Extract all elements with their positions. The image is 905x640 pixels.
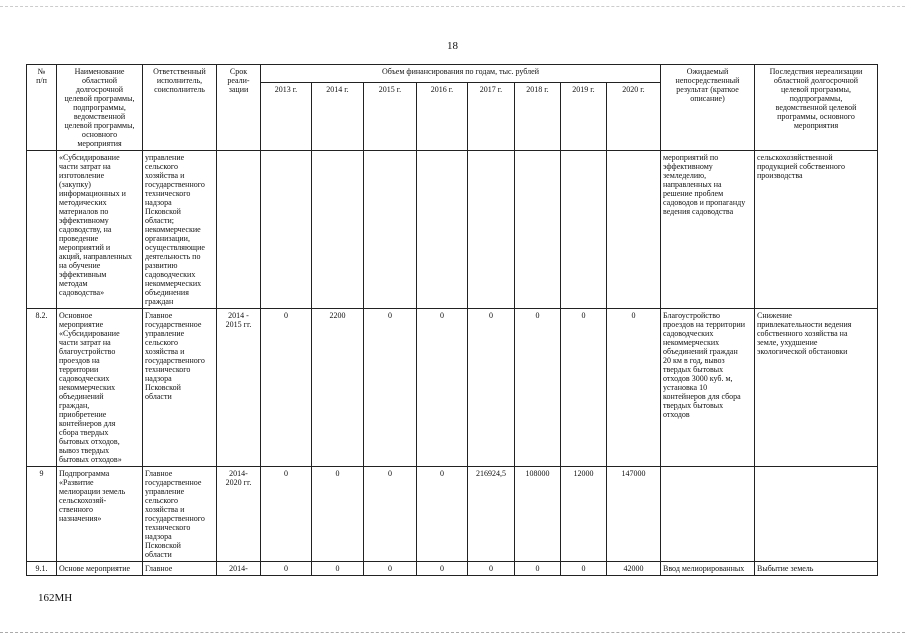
row-value: 0 [312, 562, 364, 576]
program-table [26, 64, 878, 576]
row-term [217, 151, 261, 309]
table-row [27, 151, 878, 309]
page-number: 18 [447, 40, 458, 52]
row-no: 9 [27, 467, 57, 562]
row-consequences: Снижение привлекательности ведения собственного хозяйства на земле, ухудшение экологической обстановки [755, 309, 878, 467]
row-no: 9.1. [27, 562, 57, 576]
header-result: Ожидаемый непосредственный результат (краткое описание) [661, 65, 755, 151]
header-funding: Объем финансирования по годам, тыс. рублей [261, 65, 661, 83]
row-executor: Главное [143, 562, 217, 576]
row-term: 2014- [217, 562, 261, 576]
row-value: 0 [261, 309, 312, 467]
row-no: 8.2. [27, 309, 57, 467]
table-row [27, 467, 878, 562]
row-value: 0 [468, 562, 515, 576]
row-value [312, 151, 364, 309]
header-term: Срок реали- зации [217, 65, 261, 151]
row-value: 0 [364, 562, 417, 576]
row-name: «Субсидирование части затрат на изготовление (закупку) информационных и методических материалов по эффективному садоводству, на проведение мероприятий и акций, направленных на обучение эффективным методам садоводства» [57, 151, 143, 309]
header-year: 2014 г. [312, 83, 364, 151]
row-value: 0 [468, 309, 515, 467]
row-result: мероприятий по эффективному земледелию, направленных на решение проблем садоводов и пропаганду ведения садоводства [661, 151, 755, 309]
row-consequences [755, 467, 878, 562]
row-value: 0 [261, 562, 312, 576]
row-value [468, 151, 515, 309]
row-value [364, 151, 417, 309]
header-consequences: Последствия нереализации областной долгосрочной целевой программы, подпрограммы, ведомственной целевой программы, основного мероприятия [755, 65, 878, 151]
row-value [561, 151, 607, 309]
row-result: Благоустройство проездов на территории садоводческих некоммерческих объединений граждан 20 км в год, вывоз твердых бытовых отходов 3000 куб. м, установка 10 контейнеров для сбора твердых бытовых отходов [661, 309, 755, 467]
header-executor: Ответственный исполнитель, соисполнитель [143, 65, 217, 151]
header-no: № п/п [27, 65, 57, 151]
scan-bottom-edge [0, 632, 905, 633]
row-value: 0 [607, 309, 661, 467]
row-value [417, 151, 468, 309]
row-value [515, 151, 561, 309]
row-value: 0 [417, 467, 468, 562]
row-value: 42000 [607, 562, 661, 576]
row-executor: Главное государственное управление сельского хозяйства и государственного технического надзора Псковской области [143, 309, 217, 467]
header-row [27, 65, 878, 83]
row-executor: Главное государственное управление сельского хозяйства и государственного технического надзора Псковской области [143, 467, 217, 562]
header-year: 2016 г. [417, 83, 468, 151]
header-year: 2015 г. [364, 83, 417, 151]
table-row [27, 309, 878, 467]
row-value [607, 151, 661, 309]
row-value: 12000 [561, 467, 607, 562]
row-value: 0 [261, 467, 312, 562]
header-year: 2017 г. [468, 83, 515, 151]
row-value: 0 [561, 562, 607, 576]
table-row [27, 562, 878, 576]
row-value: 0 [515, 562, 561, 576]
row-consequences: сельскохозяйственной продукцией собственного производства [755, 151, 878, 309]
row-value: 0 [417, 309, 468, 467]
row-value: 2200 [312, 309, 364, 467]
header-name: Наименование областной долгосрочной целевой программы, подпрограммы, ведомственной целевой программы, основного мероприятия [57, 65, 143, 151]
row-value: 0 [515, 309, 561, 467]
row-no [27, 151, 57, 309]
row-result: Ввод мелиорированных [661, 562, 755, 576]
row-result [661, 467, 755, 562]
footer-code: 162МН [38, 592, 73, 604]
row-value: 147000 [607, 467, 661, 562]
scan-top-edge [0, 6, 905, 7]
row-value: 108000 [515, 467, 561, 562]
row-name: Основное мероприятие «Субсидирование части затрат на благоустройство проездов на территории садоводческих некоммерческих объединений граждан, приобретение контейнеров для сбора твердых бытовых отходов, вывоз твердых бытовых отходов» [57, 309, 143, 467]
row-term: 2014 - 2015 гг. [217, 309, 261, 467]
row-value: 216924,5 [468, 467, 515, 562]
row-value: 0 [417, 562, 468, 576]
row-value: 0 [364, 467, 417, 562]
row-value: 0 [312, 467, 364, 562]
header-year: 2020 г. [607, 83, 661, 151]
row-term: 2014- 2020 гг. [217, 467, 261, 562]
row-consequences: Выбытие земель [755, 562, 878, 576]
row-name: Основе мероприятие [57, 562, 143, 576]
row-name: Подпрограмма «Развитие мелиорации земель сельскохозяй- ственного назначения» [57, 467, 143, 562]
row-value: 0 [561, 309, 607, 467]
row-value [261, 151, 312, 309]
header-year: 2019 г. [561, 83, 607, 151]
row-executor: управление сельского хозяйства и государственного технического надзора Псковской области; некоммерческие организации, осуществляющие деятельность по развитию садоводческих некоммерческих объединения граждан [143, 151, 217, 309]
row-value: 0 [364, 309, 417, 467]
header-year: 2018 г. [515, 83, 561, 151]
header-year: 2013 г. [261, 83, 312, 151]
